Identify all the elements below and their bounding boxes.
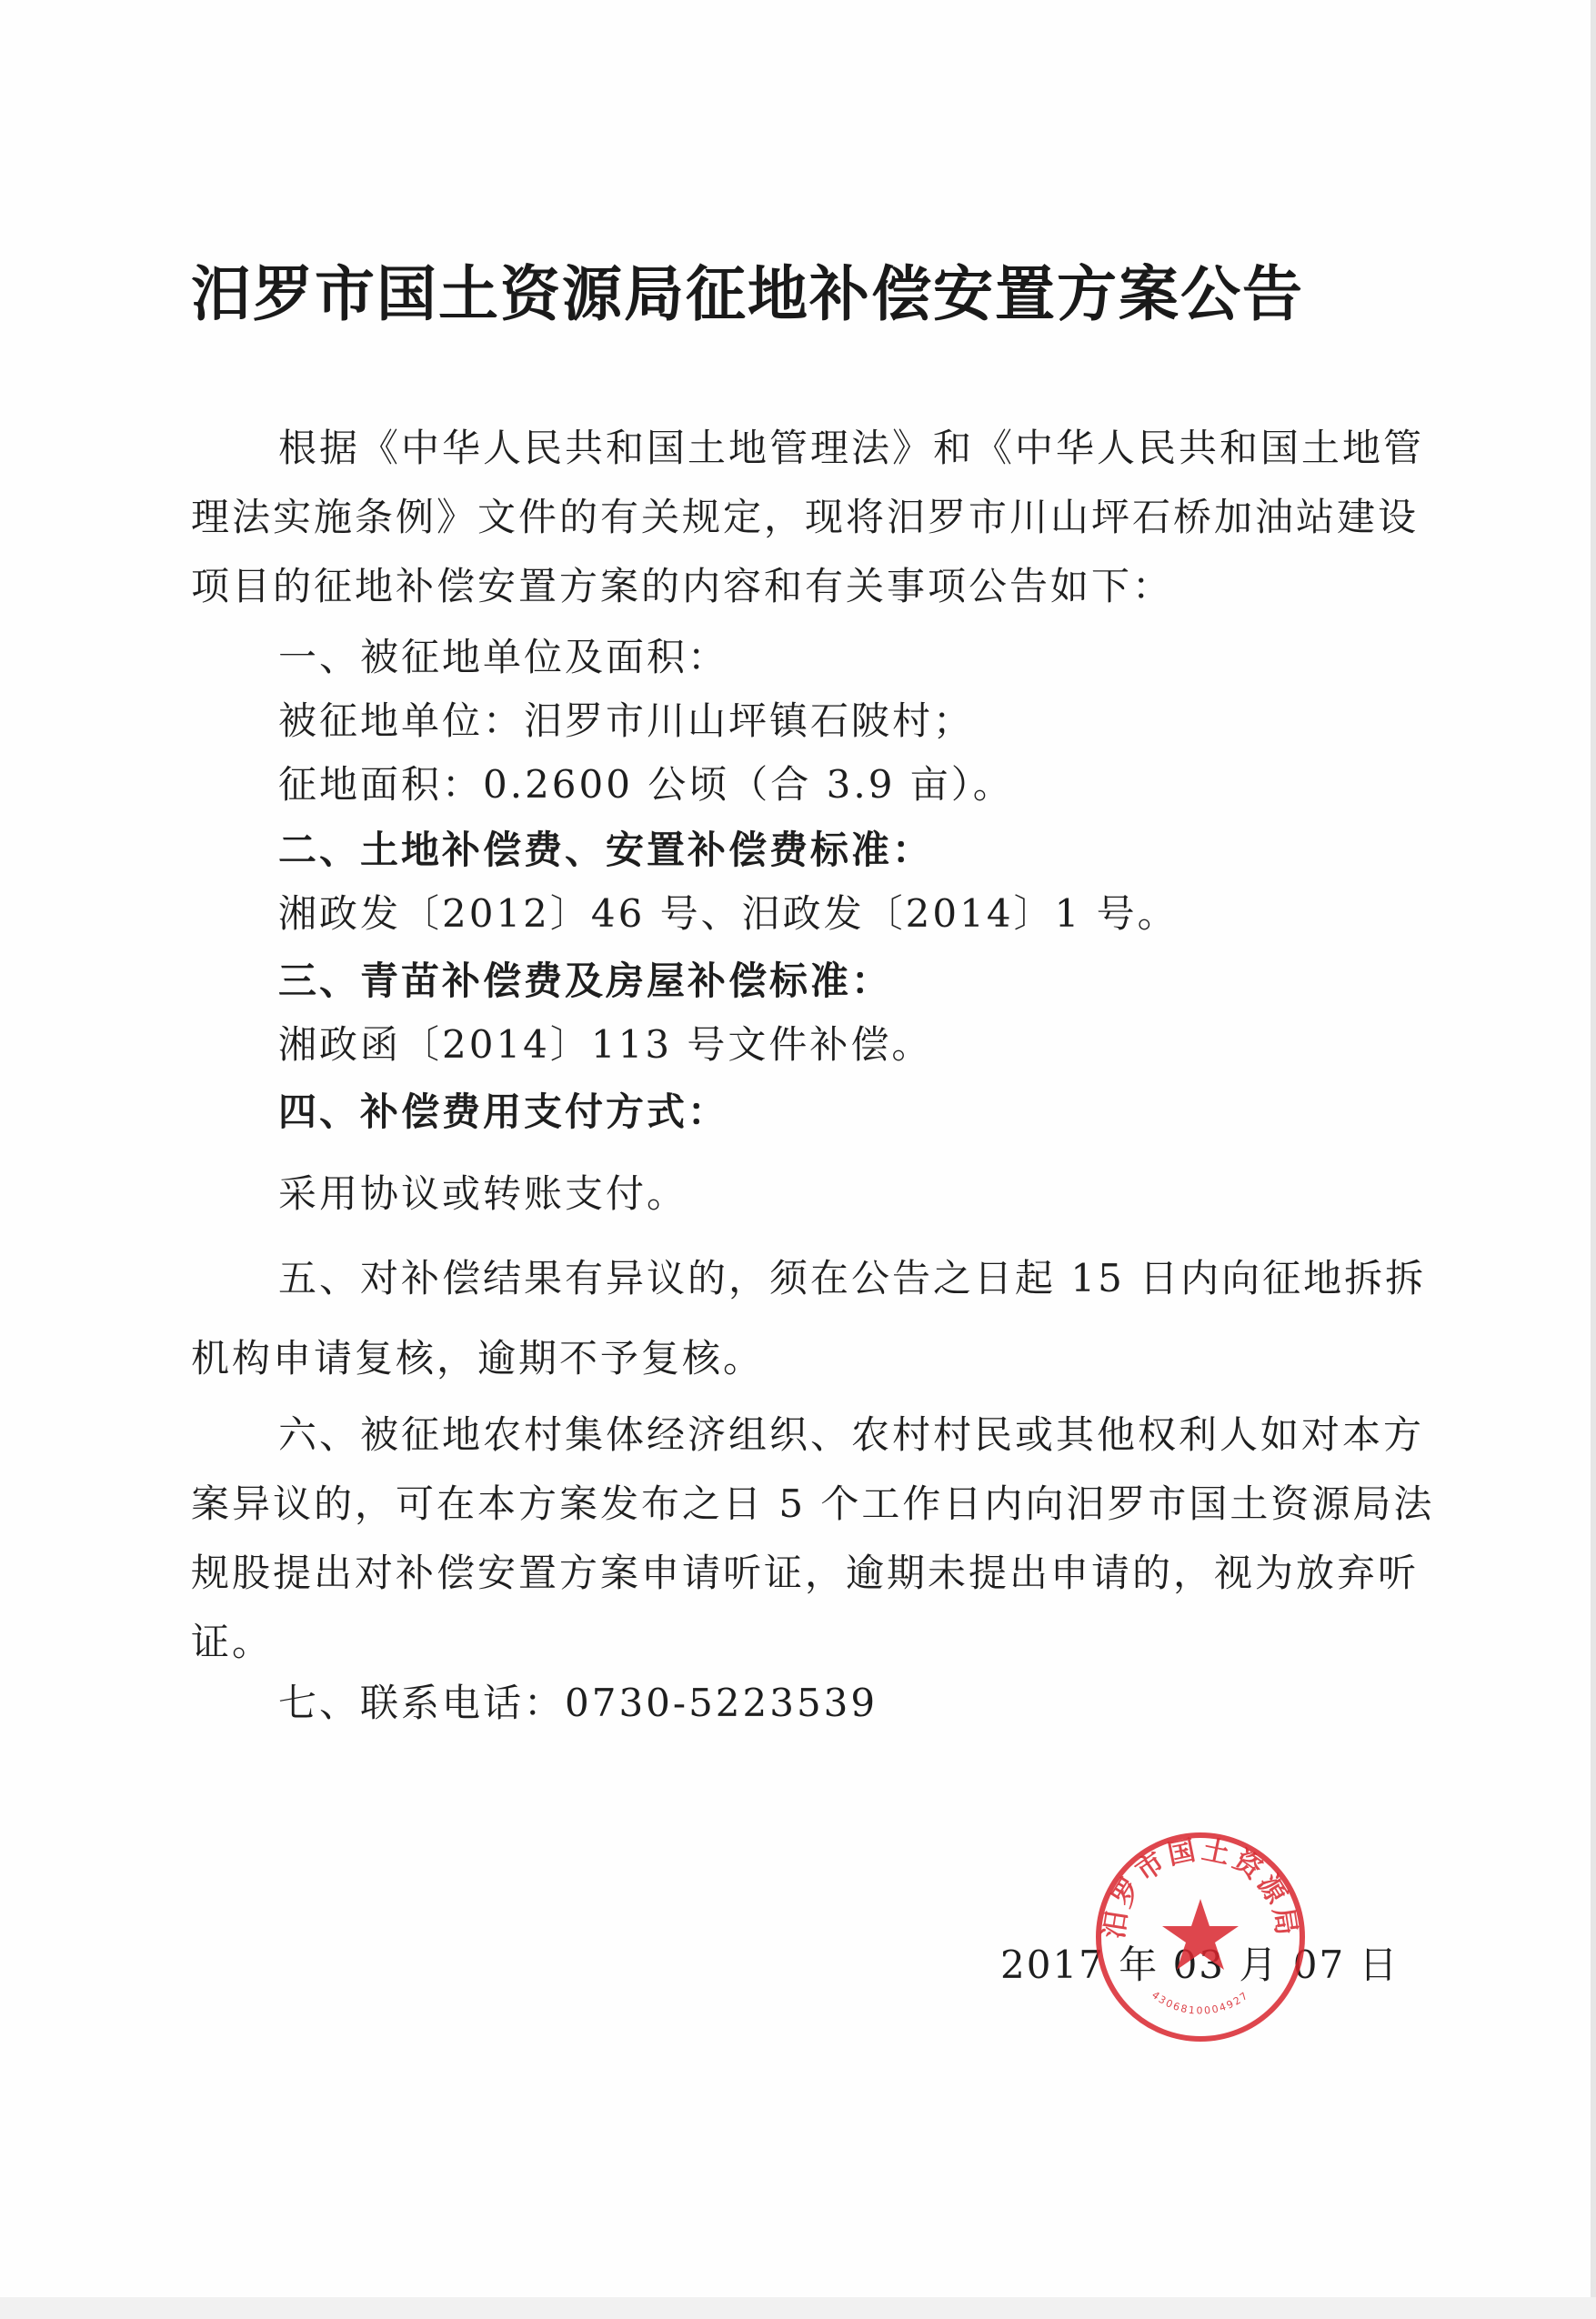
seal-serial: 4306810004927	[1149, 1989, 1251, 2017]
issue-date: 2017 年 03 月 07 日	[1000, 1943, 1400, 1987]
section-5-block	[191, 1239, 1455, 1399]
section-6-paragraph: 六、被征地农村集体经济组织、农村村民或其他权利人如对本方案异议的，可在本方案发布之日 5 个工作日内向汨罗市国土资源局法规股提出对补偿安置方案申请听证，逾期未提出申请的，视为放弃听证。	[191, 1412, 1435, 1664]
document-title: 汨罗市国土资源局征地补偿安置方案公告	[191, 259, 1304, 329]
section-4-heading: 四、补偿费用支付方式：	[278, 1089, 729, 1134]
section-3-heading: 三、青苗补偿费及房屋补偿标准：	[278, 959, 893, 1003]
section-4-body: 采用协议或转账支付。	[278, 1171, 688, 1216]
section-3-body: 湘政函〔2014〕113 号文件补偿。	[278, 1022, 933, 1067]
section-1-heading: 一、被征地单位及面积：	[278, 635, 729, 679]
section-5-paragraph: 五、对补偿结果有异议的，须在公告之日起 15 日内向征地拆拆机构申请复核，逾期不予复核。	[191, 1256, 1427, 1380]
intro-paragraph: 根据《中华人民共和国土地管理法》和《中华人民共和国土地管理法实施条例》文件的有关规定，现将汨罗市川山坪石桥加油站建设项目的征地补偿安置方案的内容和有关事项公告如下：	[191, 426, 1425, 608]
scan-edge-bottom	[0, 2297, 1596, 2319]
section-7-contact: 七、联系电话：0730-5223539	[278, 1681, 878, 1725]
seal-text: 汨罗市国土资源局	[1098, 1833, 1303, 1942]
svg-text:4306810004927	[1149, 1989, 1251, 2017]
intro-block	[191, 414, 1455, 621]
seal-star-icon	[1162, 1899, 1239, 1970]
section-1-area: 征地面积：0.2600 公顷（合 3.9 亩）。	[278, 762, 1014, 807]
section-6-block	[191, 1400, 1455, 1677]
section-1-unit: 被征地单位：汨罗市川山坪镇石陂村；	[278, 698, 975, 743]
section-2-heading: 二、土地补偿费、安置补偿费标准：	[278, 828, 934, 872]
official-seal	[1091, 1828, 1310, 2046]
scan-edge-right	[1591, 0, 1596, 2319]
section-2-body: 湘政发〔2012〕46 号、汨政发〔2014〕1 号。	[278, 891, 1179, 936]
